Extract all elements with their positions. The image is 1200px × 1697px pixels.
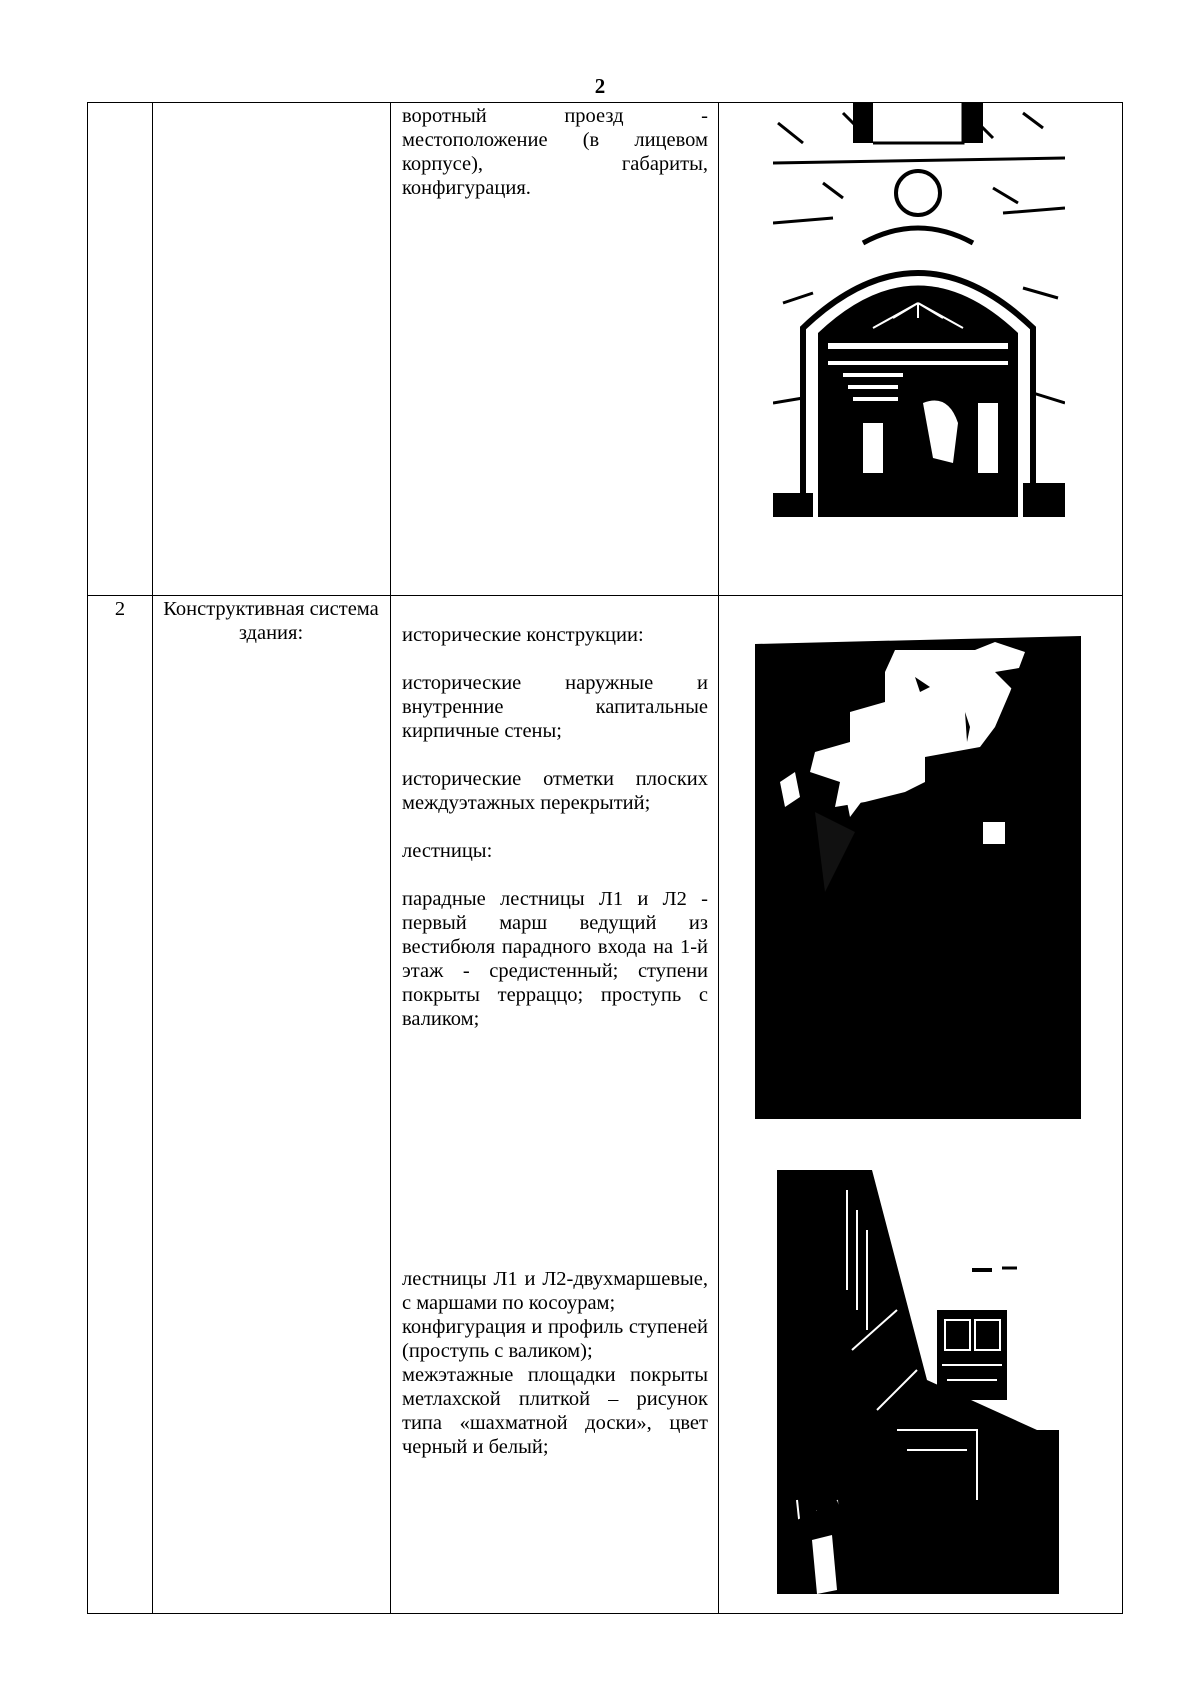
staircase-vestibule-photo: [755, 632, 1081, 1119]
description-paragraph: воротный проезд - местоположение (в лицевом корпусе), габариты, конфигурация.: [402, 105, 708, 199]
column-divider-1: [152, 102, 153, 1614]
description-paragraph: парадные лестницы Л1 и Л2 - первый марш ведущий из вестибюля парадного входа на 1-й этаж - средистенный; ступени покрыты терраццо; проступь с валиком;: [402, 888, 708, 1030]
description-paragraph: межэтажные площадки покрыты метлахской плиткой – рисунок типа «шахматной доски», цвет черный и белый;: [402, 1364, 708, 1458]
description-paragraph: исторические отметки плоских междуэтажных перекрытий;: [402, 768, 708, 814]
archway-gate-photo: [773, 103, 1065, 517]
row-2-description-top: [402, 623, 708, 1031]
description-paragraph: лестницы Л1 и Л2-двухмаршевые, с маршами по косоурам;: [402, 1268, 708, 1314]
row-number: 2: [114, 598, 126, 620]
column-divider-2: [390, 102, 391, 1614]
row-continued-description: [402, 104, 708, 200]
element-name: Конструктивная система здания:: [163, 598, 379, 644]
column-divider-3: [718, 102, 719, 1614]
row-2-description-bottom: [402, 1267, 708, 1459]
row-divider: [87, 595, 1123, 596]
staircase-flight-photo: [777, 1170, 1059, 1594]
table-left-border: [87, 102, 88, 1614]
page-number: 2: [594, 74, 606, 98]
description-paragraph: конфигурация и профиль ступеней (проступь с валиком);: [402, 1316, 708, 1362]
table-right-border: [1122, 102, 1123, 1614]
description-paragraph: лестницы:: [402, 840, 493, 862]
description-paragraph: исторические конструкции:: [402, 624, 644, 646]
table-bottom-border: [87, 1613, 1123, 1614]
description-paragraph: исторические наружные и внутренние капитальные кирпичные стены;: [402, 672, 708, 742]
